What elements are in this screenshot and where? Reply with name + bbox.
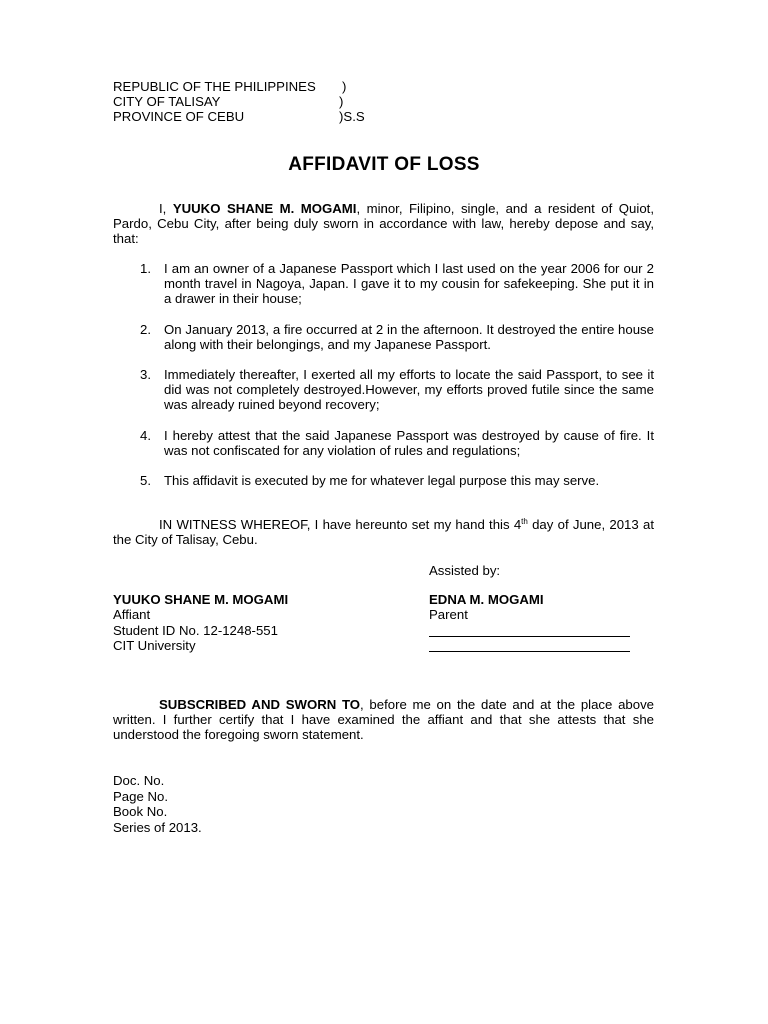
signature-line <box>429 636 630 637</box>
list-item-text: I hereby attest that the said Japanese Passport was destroyed by cause of fire. It was not confiscated for any violation of rules and regulations; <box>164 427 654 458</box>
caption-province: PROVINCE OF CEBU <box>113 109 245 124</box>
witness-paragraph <box>113 517 654 547</box>
statement-list <box>140 261 654 503</box>
list-item-number: 1. <box>140 261 151 276</box>
jurat-paragraph <box>113 697 654 743</box>
list-item <box>140 473 654 488</box>
list-item-number: 4. <box>140 427 151 443</box>
intro-lead: I, <box>159 201 173 216</box>
list-item <box>140 428 654 458</box>
affiant-school: CIT University <box>113 638 196 653</box>
list-item <box>140 322 654 352</box>
caption-province-mark: )S.S <box>339 109 365 124</box>
affiant-student-id: Student ID No. 12-1248-551 <box>113 623 278 638</box>
list-item <box>140 367 654 413</box>
list-item-number: 2. <box>140 321 151 337</box>
notarial-doc-no: Doc. No. <box>113 773 165 788</box>
list-item-text: This affidavit is executed by me for whatever legal purpose this may serve. <box>164 473 600 489</box>
caption-city: CITY OF TALISAY <box>113 94 221 109</box>
notarial-book-no: Book No. <box>113 804 168 819</box>
caption-republic-mark: ) <box>342 79 347 94</box>
parent-role: Parent <box>429 607 468 622</box>
jurat-rest: , before me on the date and at the place above written. I further certify that I have examined the affiant and that she attests that she understood the foregoing sworn statement. <box>113 697 655 743</box>
list-item-number: 3. <box>140 367 151 383</box>
list-item-text: Immediately thereafter, I exerted all my efforts to locate the said Passport, to see it did was not completely destroyed.However, my efforts proved futile since the same was already ruined beyond recovery; <box>164 367 654 413</box>
witness-after: day of June, 2013 at the City of Talisay, Cebu. <box>113 517 654 548</box>
affiant-name: YUUKO SHANE M. MOGAMI <box>113 592 289 607</box>
affiant-name-inline: YUUKO SHANE M. MOGAMI <box>172 201 357 216</box>
list-item-text: I am an owner of a Japanese Passport which I last used on the year 2006 for our 2 month travel in Nagoya, Japan. I gave it to my cousin for safekeeping. She put it in a drawer in their house; <box>164 261 654 307</box>
list-item-text: On January 2013, a fire occurred at 2 in the afternoon. It destroyed the entire house along with their belongings, and my Japanese Passport. <box>164 321 654 352</box>
notarial-series: Series of 2013. <box>113 820 202 835</box>
notarial-page-no: Page No. <box>113 789 168 804</box>
caption-republic: REPUBLIC OF THE PHILIPPINES <box>113 79 316 94</box>
parent-name: EDNA M. MOGAMI <box>429 592 544 607</box>
assisted-by-label: Assisted by: <box>429 563 501 578</box>
list-item <box>140 261 654 307</box>
intro-rest: , minor, Filipino, single, and a resident of Quiot, Pardo, Cebu City, after being duly sworn in accordance with law, hereby depose and say, that: <box>113 201 654 247</box>
signature-line <box>429 651 630 652</box>
list-item-number: 5. <box>140 473 151 489</box>
jurat-lead: SUBSCRIBED AND SWORN TO <box>159 697 361 712</box>
intro-paragraph <box>113 201 654 247</box>
witness-before: IN WITNESS WHEREOF, I have hereunto set my hand this 4 <box>159 517 522 532</box>
caption-city-mark: ) <box>339 94 344 109</box>
affiant-role: Affiant <box>113 607 151 622</box>
document-title: AFFIDAVIT OF LOSS <box>288 154 480 175</box>
witness-ordinal-suffix: th <box>521 517 528 526</box>
